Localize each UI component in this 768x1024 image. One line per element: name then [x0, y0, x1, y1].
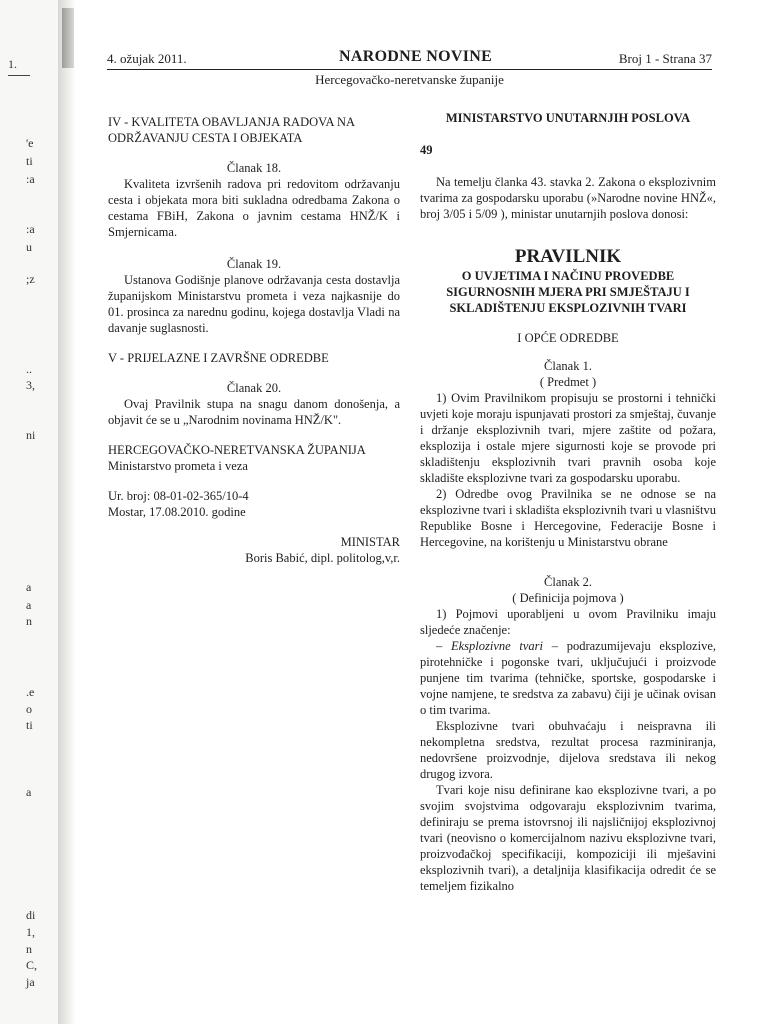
gutter-rule: [8, 75, 30, 76]
gutter-fragment: n: [26, 942, 32, 956]
article-2-definition: [420, 638, 716, 718]
gutter-fragment: a: [26, 785, 32, 799]
article-1-paragraph-1: 1) Ovim Pravilnikom propisuju se prostorni i tehnički uvjeti koje moraju ispunjavati prostori za smještaj, čuvanje i držanje eksplozivnih tvari, mjere zaštite od požara, eksplozija i ostale mjere sigurnosti koje se provode pri skladištenju eksplozivnih tvari pravnih osoba koje skladište eksplozivne tvari za gospodarsku uporabu.: [420, 391, 716, 485]
preamble: Na temelju članka 43. stavka 2. Zakona o eksplozivnim tvarima za gospodarsku uporabu (»Narodne novine HNŽ«, broj 3/05 i 5/09 ), ministar unutarnjih poslova donosi:: [420, 175, 716, 221]
article-1-paragraph-2: 2) Odredbe ovog Pravilnika se ne odnose se na eksplozivne tvari i skladišta eksplozivnih tvari u vlasništvu Republike Bosne i Hercegovine, Federacije Bosne i Hercegovine, na korištenju u Ministarstvu obrane: [420, 487, 716, 549]
definition-text: – podrazumijevaju eksplozive, pirotehničke i pogonske tvari, uključujući i proizvode punjene tim tvarima (tehničke, sportske, gospodarske i vojne namjene, te sredstva za zabavu) čiji je učinak ovisan o tim tvarima.: [420, 639, 716, 717]
left-column: [108, 114, 400, 566]
registry-number: Ur. broj: 08-01-02-365/10-4: [108, 489, 249, 503]
article-1-title: Članak 1.: [544, 359, 592, 373]
signer-title: MINISTAR: [340, 535, 400, 549]
gutter-fragment: C,: [26, 958, 38, 972]
header-subtitle: Hercegovačko-neretvanske županije: [315, 72, 504, 87]
gutter-fragment: :a: [26, 172, 35, 186]
section-heading-v: V - PRIJELAZNE I ZAVRŠNE ODREDBE: [108, 351, 329, 365]
gutter-fragment: di: [26, 908, 36, 922]
article-18-title: Članak 18.: [226, 161, 282, 175]
running-header: [107, 48, 712, 68]
gutter-fragment: 3,: [26, 378, 35, 392]
document-number: 49: [420, 143, 433, 157]
gutter-fragment: ni: [26, 428, 36, 442]
gutter-fragment: ;z: [26, 272, 35, 286]
gutter-fragment: 1.: [8, 57, 17, 71]
article-20-text: Ovaj Pravilnik stupa na snagu danom donošenja, a objavit će se u „Narodnim novinama HNŽ/K".: [108, 397, 400, 427]
issuer-ministry: Ministarstvo prometa i veza: [108, 459, 248, 473]
gutter-fragment: a: [26, 598, 32, 612]
document-subtitle: O UVJETIMA I NAČINU PROVEDBE SIGURNOSNIH MJERA PRI SMJEŠTAJU I SKLADIŠTENJU EKSPLOZIVNIH TVARI: [446, 269, 690, 315]
article-1-subject: ( Predmet ): [539, 375, 597, 389]
article-18-text: Kvaliteta izvršenih radova pri redovitom održavanju cesta i objekata mora biti sukladna odredbama Zakona o cestama FBiH, Zakona o javnim cestama HNŽ/K i Smjernicama.: [108, 177, 400, 239]
article-19-title: Članak 19.: [226, 257, 282, 271]
previous-page-margin: [0, 0, 66, 1024]
section-heading-iv: IV - KVALITETA OBAVLJANJA RADOVA NA ODRŽAVANJU CESTA I OBJEKATA: [108, 115, 355, 145]
article-20-title: Članak 20.: [226, 381, 282, 395]
article-19-text: Ustanova Godišnje planove održavanja cesta dostavlja županijskom Ministarstvu prometa i veza najkasnije do 01. prosinca za narednu godinu, kojega dostavlja Vladi na davanje suglasnosti.: [108, 273, 400, 335]
gutter-fragment: 'e: [26, 136, 34, 150]
gutter-fragment: ja: [26, 975, 35, 989]
article-2-paragraph-4: Tvari koje nisu definirane kao eksplozivne tvari, a po svojim svojstvima odgovaraju eksplozivnim tvarima, definiraju se prema istovrsnoj ili najsličnijoj eksplozivnoj tvari (neovisno o komercijalnom nazivu eksplozivne tvari, proizvođačkoj specifikaciji, kompoziciji ili mješavini eksplozivnih tvari), a detaljnija klasifikacija odredit će se temeljem fizikalno: [420, 783, 716, 893]
page-fold: [62, 8, 74, 68]
gutter-fragment: u: [26, 240, 32, 254]
gutter-fragment: .e: [26, 685, 35, 699]
issuer-name: HERCEGOVAČKO-NERETVANSKA ŽUPANIJA: [108, 443, 366, 457]
article-2-paragraph-3: Eksplozivne tvari obuhvaćaju i neispravna ili nekompletna sredstva, rezultat procesa razminiranja, nedovršene proizvodnje, dijelova sredstava ili nekog drugog izvora.: [420, 719, 716, 781]
binding-shadow: [58, 0, 76, 1024]
gutter-fragment: ti: [26, 154, 33, 168]
newspaper-title: NARODNE NOVINE: [339, 48, 493, 65]
gutter-fragment: 1,: [26, 925, 35, 939]
ministry-heading: MINISTARSTVO UNUTARNJIH POSLOVA: [445, 111, 691, 125]
right-column: [420, 110, 716, 894]
article-2-subject: ( Definicija pojmova ): [512, 591, 624, 605]
section-heading-i: I OPĆE ODREDBE: [517, 331, 619, 345]
place-and-date: Mostar, 17.08.2010. godine: [108, 505, 246, 519]
gutter-fragment: a: [26, 580, 32, 594]
document-title: PRAVILNIK: [514, 246, 622, 267]
signer-name: Boris Babić, dipl. politolog,v,r.: [245, 551, 400, 565]
defined-term: – Eksplozivne tvari: [436, 639, 544, 653]
header-rule: [107, 69, 712, 70]
gutter-fragment: n: [26, 614, 32, 628]
article-2-title: Članak 2.: [544, 575, 592, 589]
issue-page-number: Broj 1 - Strana 37: [618, 51, 712, 66]
header-date: 4. ožujak 2011.: [107, 51, 187, 66]
gutter-fragment: :a: [26, 222, 35, 236]
gutter-fragment: o: [26, 702, 32, 716]
gutter-fragment: ti: [26, 718, 33, 732]
article-2-paragraph-1: 1) Pojmovi uporabljeni u ovom Pravilniku imaju sljedeće značenje:: [420, 607, 716, 637]
gutter-fragment: ..: [26, 362, 32, 376]
